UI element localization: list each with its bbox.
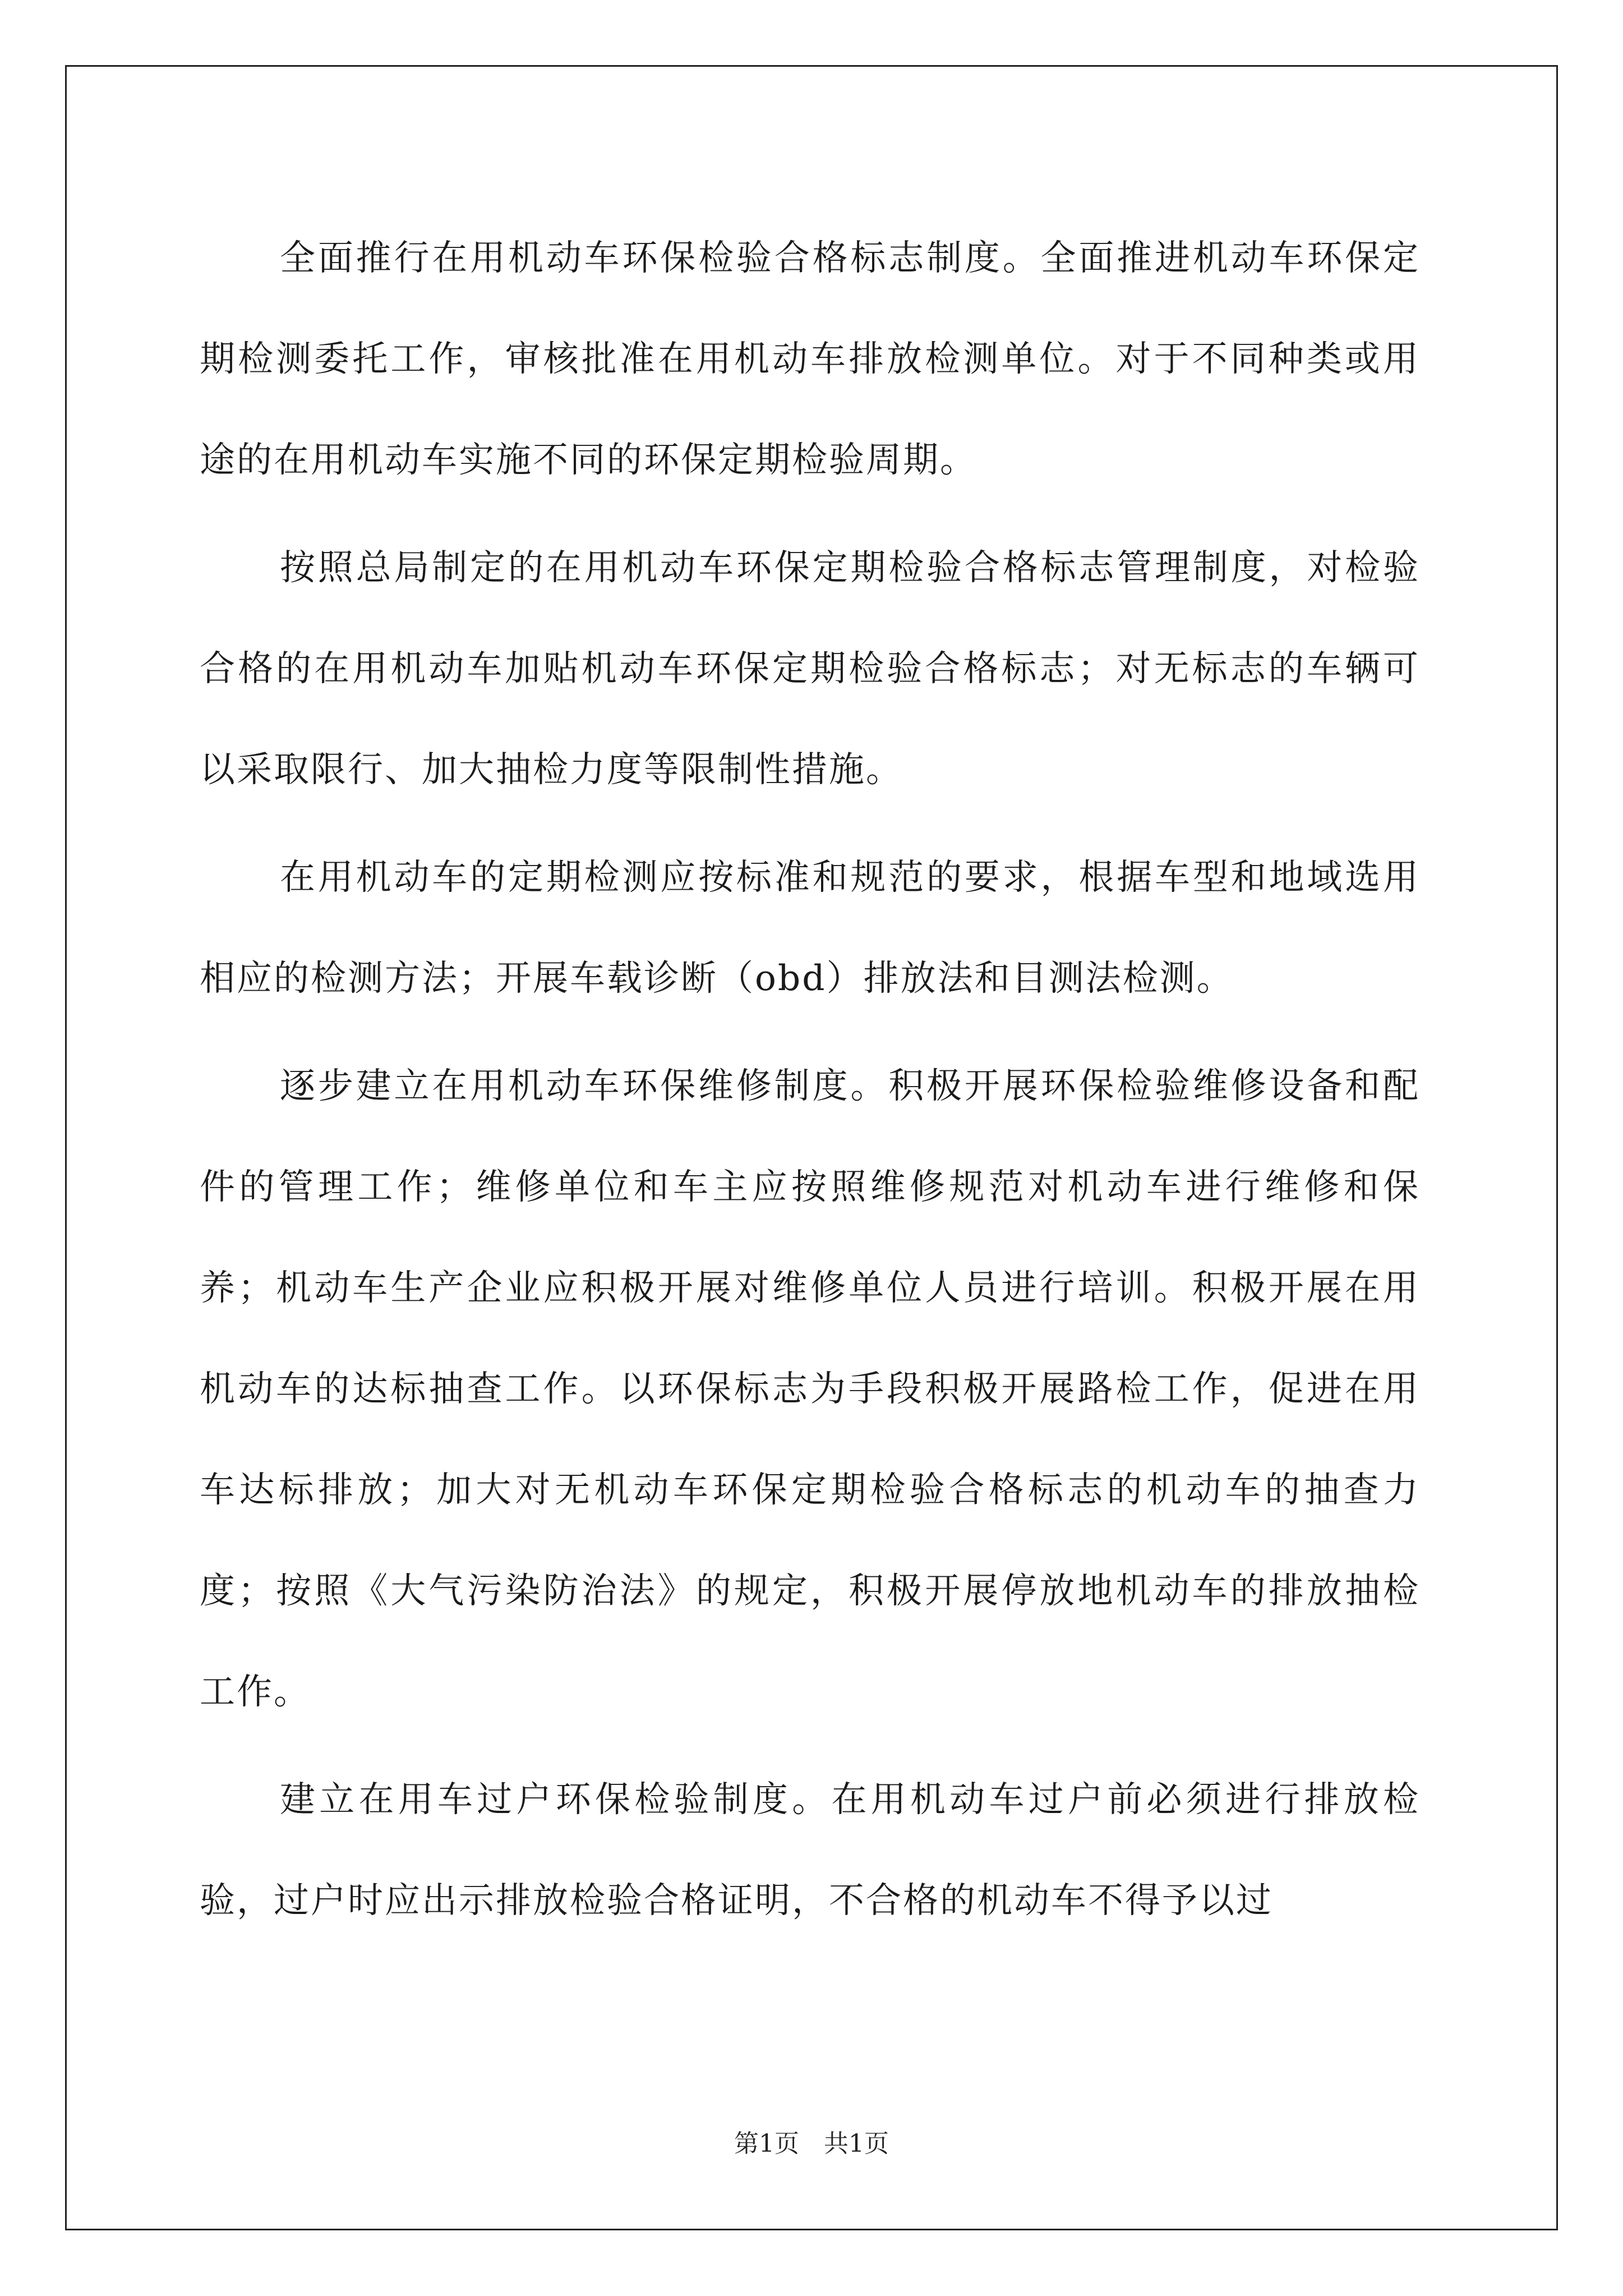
paragraph-2: 按照总局制定的在用机动车环保定期检验合格标志管理制度，对检验合格的在用机动车加贴机动车环保定期检验合格标志；对无标志的车辆可以采取限行、加大抽检力度等限制性措施。 (200, 547, 1420, 790)
paragraph-5: 建立在用车过户环保检验制度。在用机动车过户前必须进行排放检验，过户时应出示排放检验合格证明，不合格的机动车不得予以过 (200, 1779, 1420, 1921)
paragraph-4: 逐步建立在用机动车环保维修制度。积极开展环保检验维修设备和配件的管理工作；维修单位和车主应按照维修规范对机动车进行维修和保养；机动车生产企业应积极开展对维修单位人员进行培训。积极开展在用机动车的达标抽查工作。以环保标志为手段积极开展路检工作，促进在用车达标排放；加大对无机动车环保定期检验合格标志的机动车的抽查力度；按照《大气污染防治法》的规定，积极开展停放地机动车的排放抽检工作。 (200, 1065, 1420, 1712)
paragraph-1: 全面推行在用机动车环保检验合格标志制度。全面推进机动车环保定期检测委托工作，审核批准在用机动车排放检测单位。对于不同种类或用途的在用机动车实施不同的环保定期检验周期。 (200, 237, 1420, 480)
page-number-footer: 第1页 共1页 (734, 2129, 889, 2158)
paragraph-3: 在用机动车的定期检测应按标准和规范的要求，根据车型和地域选用相应的检测方法；开展车载诊断（obd）排放法和目测法检测。 (200, 857, 1420, 999)
document-body (200, 208, 1420, 1958)
